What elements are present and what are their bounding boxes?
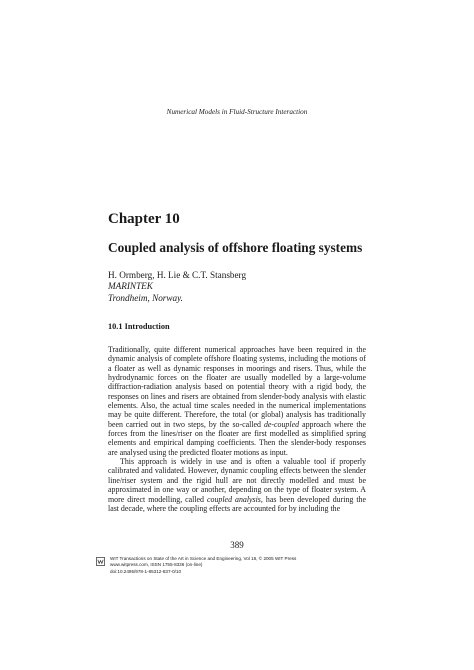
emphasis-term: coupled analysis [207,494,261,504]
footer-lines [110,556,296,575]
section-heading: 10.1 Introduction [108,322,170,331]
paragraph-text: Traditionally, quite different numerical approaches have been required in the dynamic analysis of complete offshore floating systems, including the motions of a floater as well as dynamic responses in moorings and risers. Thus, while the hydrodynamic forces on the floater are usually modelled by a large-volume diffraction-radiation analysis based on potential theory with a rigid body, the responses on lines and risers are obtained from slender-body analysis with elastic elements. Also, the actual time scales needed in the numerical implementations may be quite different. Therefore, the total (or global) analysis has traditionally been carried out in two steps, by the so-called [108,345,366,429]
paper-title: Coupled analysis of offshore floating systems [108,240,363,255]
footer-line: www.witpress.com, ISSN 1755-8336 (on-line) [110,562,203,568]
footer-line: WIT Transactions on State of the Art in Science and Engineering, Vol 18, © 2005 WIT Press [110,556,297,561]
emphasis-term: de-coupled [263,419,300,429]
body-text [108,345,366,513]
paragraph [108,345,366,457]
paragraph [108,457,366,513]
paragraph-text: approach where the forces from the lines/riser on the floater are first modelled as simplified spring elements and empirical damping coefficients. Then the slender-body responses are analysed using the predicted floater motions as input. [108,419,366,457]
affiliation-org: MARINTEK [108,281,153,292]
page-number: 389 [230,540,244,550]
footer [96,556,386,575]
paragraph-text: This approach is widely in use and is often a valuable tool if properly calibrated and validated. However, dynamic coupling effects between the slender line/riser system and the rigid hull are not directly modelled and must be approximated in one way or another, depending on the type of floater system. A more direct modelling, called [108,457,366,504]
footer-line: doi:10.2495/978-1-85312-837-0/10 [110,568,182,574]
authors: H. Ormberg, H. Lie & C.T. Stansberg [108,270,247,280]
author-block [108,270,246,304]
chapter-title: Chapter 10 [108,211,180,227]
paragraph-text: , has been developed during the last decade, where the coupling effects are accounted for by including the [108,494,366,513]
affiliation-location: Trondheim, Norway. [108,292,183,303]
running-head: Numerical Models in Fluid-Structure Interaction [166,108,308,116]
publisher-logo-icon [96,557,105,566]
